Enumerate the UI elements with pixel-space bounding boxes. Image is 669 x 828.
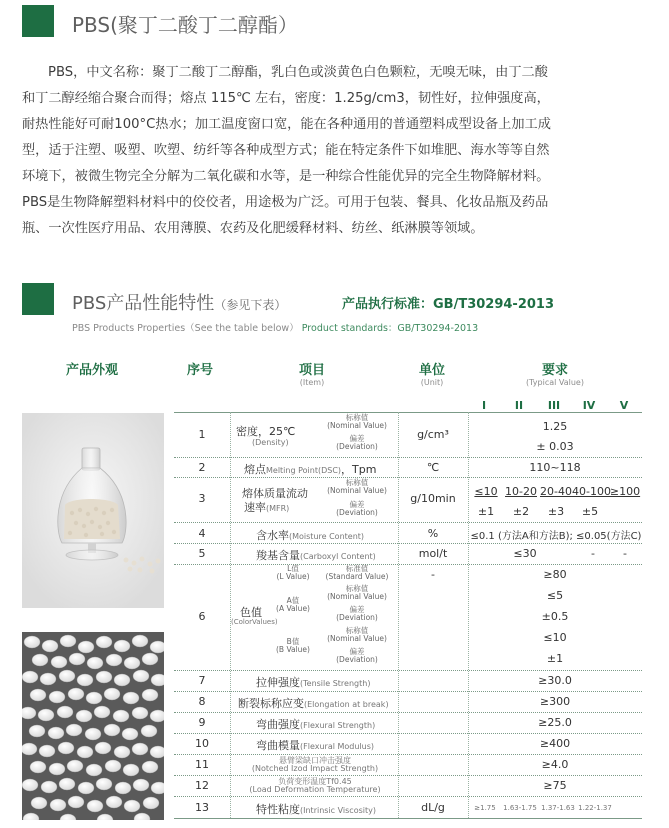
row9-value: ≥25.0	[538, 716, 572, 729]
row10-no: 10	[195, 737, 209, 750]
row3-unit: g/10min	[410, 492, 456, 505]
row3-deviation-tag: 偏差 (Deviation)	[336, 500, 378, 517]
grade-v: V	[619, 399, 629, 412]
row3-nominal-ii: 10-20	[505, 485, 537, 498]
row7-name: 拉伸强度(Tensile Strength)	[256, 676, 371, 689]
row6-a-label: A值 (A Value)	[276, 596, 310, 613]
row1-no: 1	[198, 428, 206, 441]
grade-i: I	[481, 399, 487, 412]
grade-iv: IV	[582, 399, 596, 412]
rule-bottom	[174, 818, 642, 819]
row3-no: 3	[198, 492, 206, 505]
rule	[174, 712, 642, 713]
row2-value: 110~118	[529, 461, 581, 474]
row12-name: 负荷变形温度Tf0.45	[278, 777, 352, 786]
row2-name: 熔点Melting Point(DSC)，Tpm	[244, 463, 377, 476]
row3-deviation-iii: ±3	[547, 505, 565, 518]
row2-no: 2	[198, 461, 206, 474]
product-photo-bottle	[22, 413, 164, 608]
title-marker	[22, 5, 54, 37]
col-item-en: (Item)	[299, 378, 325, 387]
col-unit-en: (Unit)	[420, 378, 444, 387]
row3-nominal-tag: 标称值 (Nominal Value)	[327, 478, 387, 495]
row8-no: 8	[198, 695, 206, 708]
pellets-illustration	[22, 632, 164, 820]
intro-paragraph	[22, 60, 652, 242]
row12-value: ≥75	[543, 779, 567, 792]
col-no: 序号	[186, 363, 213, 378]
row6-l-label: L值 (L Value)	[276, 564, 310, 581]
row13-name: 特性粘度(Intrinsic Viscosity)	[256, 803, 376, 816]
row3-deviation-ii: ±2	[512, 505, 530, 518]
rule	[174, 796, 642, 797]
row1-deviation: ± 0.03	[536, 440, 574, 453]
col-appearance: 产品外观	[65, 363, 118, 378]
row6-unit: -	[431, 568, 435, 581]
vsep	[230, 412, 231, 818]
grade-ii: II	[514, 399, 524, 412]
row8-name: 断裂标称应变(Elongation at break)	[238, 697, 389, 710]
col-item: 项目	[298, 363, 325, 378]
rule	[174, 477, 642, 478]
row13-value-iii: 1.37-1.63	[541, 804, 575, 812]
row6-b-nominal-tag: 标称值 (Nominal Value)	[327, 626, 387, 643]
intro-line: 环境下，被微生物完全分解为二氧化碳和水等，是一种综合性能优异的完全生物降解材料。	[22, 169, 550, 184]
product-photo-pellets	[22, 632, 164, 820]
row4-no: 4	[198, 527, 206, 540]
section-note: （参见下表）	[214, 298, 287, 312]
row6-b-deviation: ±1	[546, 652, 564, 665]
row6-l-standard: ≥80	[543, 568, 567, 581]
row6-b-label: B值 (B Value)	[276, 637, 310, 654]
row3-deviation-i: ±1	[477, 505, 495, 518]
row6-name: 色值	[240, 606, 262, 619]
row12-no: 12	[195, 779, 209, 792]
row1-deviation-tag: 偏差 (Deviation)	[336, 434, 378, 451]
row4-unit: %	[427, 527, 439, 540]
intro-line: 耐热性能好可耐100°C热水；加工温度窗口宽，能在各种通用的普通塑料成型设备上加工成	[22, 117, 551, 132]
row3-nominal-iii: 20-40	[540, 485, 572, 498]
row13-unit: dL/g	[421, 801, 445, 814]
row6-no: 6	[198, 610, 206, 623]
intro-line: 型，适于注塑、吸塑、吹塑、纺纤等各种成型方式；能在特定条件下如堆肥、海水等等自然	[22, 143, 550, 158]
row6-a-deviation-tag: 偏差 (Deviation)	[336, 605, 378, 622]
rule	[174, 457, 642, 458]
row13-no: 13	[195, 801, 209, 814]
row6-a-deviation: ±0.5	[541, 610, 569, 623]
row13-value-ii: 1.63-1.75	[503, 804, 537, 812]
section-title	[72, 289, 286, 315]
row10-name: 弯曲模量(Flexural Modulus)	[256, 739, 375, 752]
col-req: 要求	[541, 363, 568, 378]
row10-value: ≥400	[539, 737, 571, 750]
row6-l-standard-tag: 标准值 (Standard Value)	[325, 564, 389, 581]
row3-name2: 速率(MFR)	[244, 501, 290, 514]
section-marker	[22, 283, 54, 315]
row6-b-deviation-tag: 偏差 (Deviation)	[336, 647, 378, 664]
row1-name-en: (Density)	[252, 438, 289, 447]
intro-line: PBS是生物降解塑料材料中的佼佼者，用途极为广泛。可用于包装、餐具、化妆品瓶及药品	[22, 195, 549, 210]
row1-nominal: 1.25	[542, 420, 568, 433]
rule	[174, 691, 642, 692]
row4-value: ≤0.1 (方法A和方法B); ≤0.05(方法C)	[470, 531, 642, 542]
intro-line: 和丁二醇经缩合聚合而得；熔点 115℃ 左右，密度：1.25g/cm3，韧性好，拉伸强度高，	[22, 91, 550, 106]
row6-name-en: (ColorValues)	[231, 618, 278, 626]
row13-value-i: ≥1.75	[474, 804, 496, 812]
standard-label: 产品执行标准：GB/T30294-2013	[342, 297, 554, 312]
row13-value-iv: 1.22-1.37	[578, 804, 612, 812]
page-title: PBS(聚丁二酸丁二醇酯）	[72, 13, 298, 37]
grade-iii: III	[547, 399, 561, 412]
row3-nominal-iv: 40-100	[572, 485, 611, 498]
intro-line: 瓶、一次性医疗用品、农用薄膜、农药及化肥缓释材料、纺丝、纸淋膜等领域。	[22, 221, 484, 236]
rule	[174, 670, 642, 671]
row11-name-en: (Notched Izod Impact Strength)	[251, 764, 379, 773]
row4-name: 含水率(Moisture Content)	[256, 529, 365, 542]
row6-b-nominal: ≤10	[543, 631, 567, 644]
row6-a-nominal-tag: 标称值 (Nominal Value)	[327, 584, 387, 601]
row6-a-nominal: ≤5	[546, 589, 564, 602]
section-title-text: PBS产品性能特性	[72, 293, 215, 314]
standard-en: Product standards：GB/T30294-2013	[301, 323, 479, 334]
row5-iv: -	[591, 547, 595, 560]
rule-top	[174, 412, 642, 413]
row2-unit: ℃	[426, 461, 440, 474]
subtitle-en: PBS Products Properties（See the table below）	[72, 323, 299, 334]
row7-value: ≥30.0	[538, 674, 572, 687]
col-req-en: (Typical Value)	[526, 378, 584, 387]
row3-name: 熔体质量流动	[242, 487, 308, 500]
row11-value: ≥4.0	[541, 758, 569, 771]
section-subtitle	[72, 320, 478, 334]
row5-value: ≤30	[513, 547, 537, 560]
intro-line: PBS，中文名称：聚丁二酸丁二醇酯，乳白色或淡黄色白色颗粒，无嗅无味，由丁二酸	[48, 65, 548, 80]
row12-name-en: (Load Deformation Temperature)	[249, 785, 381, 794]
row5-name: 羧基含量(Carboxyl Content)	[256, 549, 376, 562]
row1-name: 密度，25℃	[236, 425, 296, 438]
col-unit: 单位	[418, 363, 445, 378]
rule	[174, 564, 642, 565]
rule	[174, 522, 642, 523]
row5-no: 5	[198, 547, 206, 560]
row3-nominal-i: ≤10	[474, 485, 498, 498]
row5-unit: mol/t	[418, 547, 448, 560]
row1-nominal-tag: 标称值 (Nominal Value)	[327, 413, 387, 430]
bottle-illustration	[22, 413, 164, 608]
row7-no: 7	[198, 674, 206, 687]
row5-v: -	[623, 547, 627, 560]
row8-value: ≥300	[539, 695, 571, 708]
row9-no: 9	[198, 716, 206, 729]
row3-nominal-v: ≥100	[609, 485, 641, 498]
rule	[174, 543, 642, 544]
row11-name: 悬臂梁缺口冲击强度	[279, 756, 351, 765]
row9-name: 弯曲强度(Flexural Strength)	[256, 718, 376, 731]
rule	[174, 733, 642, 734]
row1-unit: g/cm³	[417, 428, 449, 441]
row3-deviation-iv: ±5	[581, 505, 599, 518]
row11-no: 11	[195, 758, 209, 771]
